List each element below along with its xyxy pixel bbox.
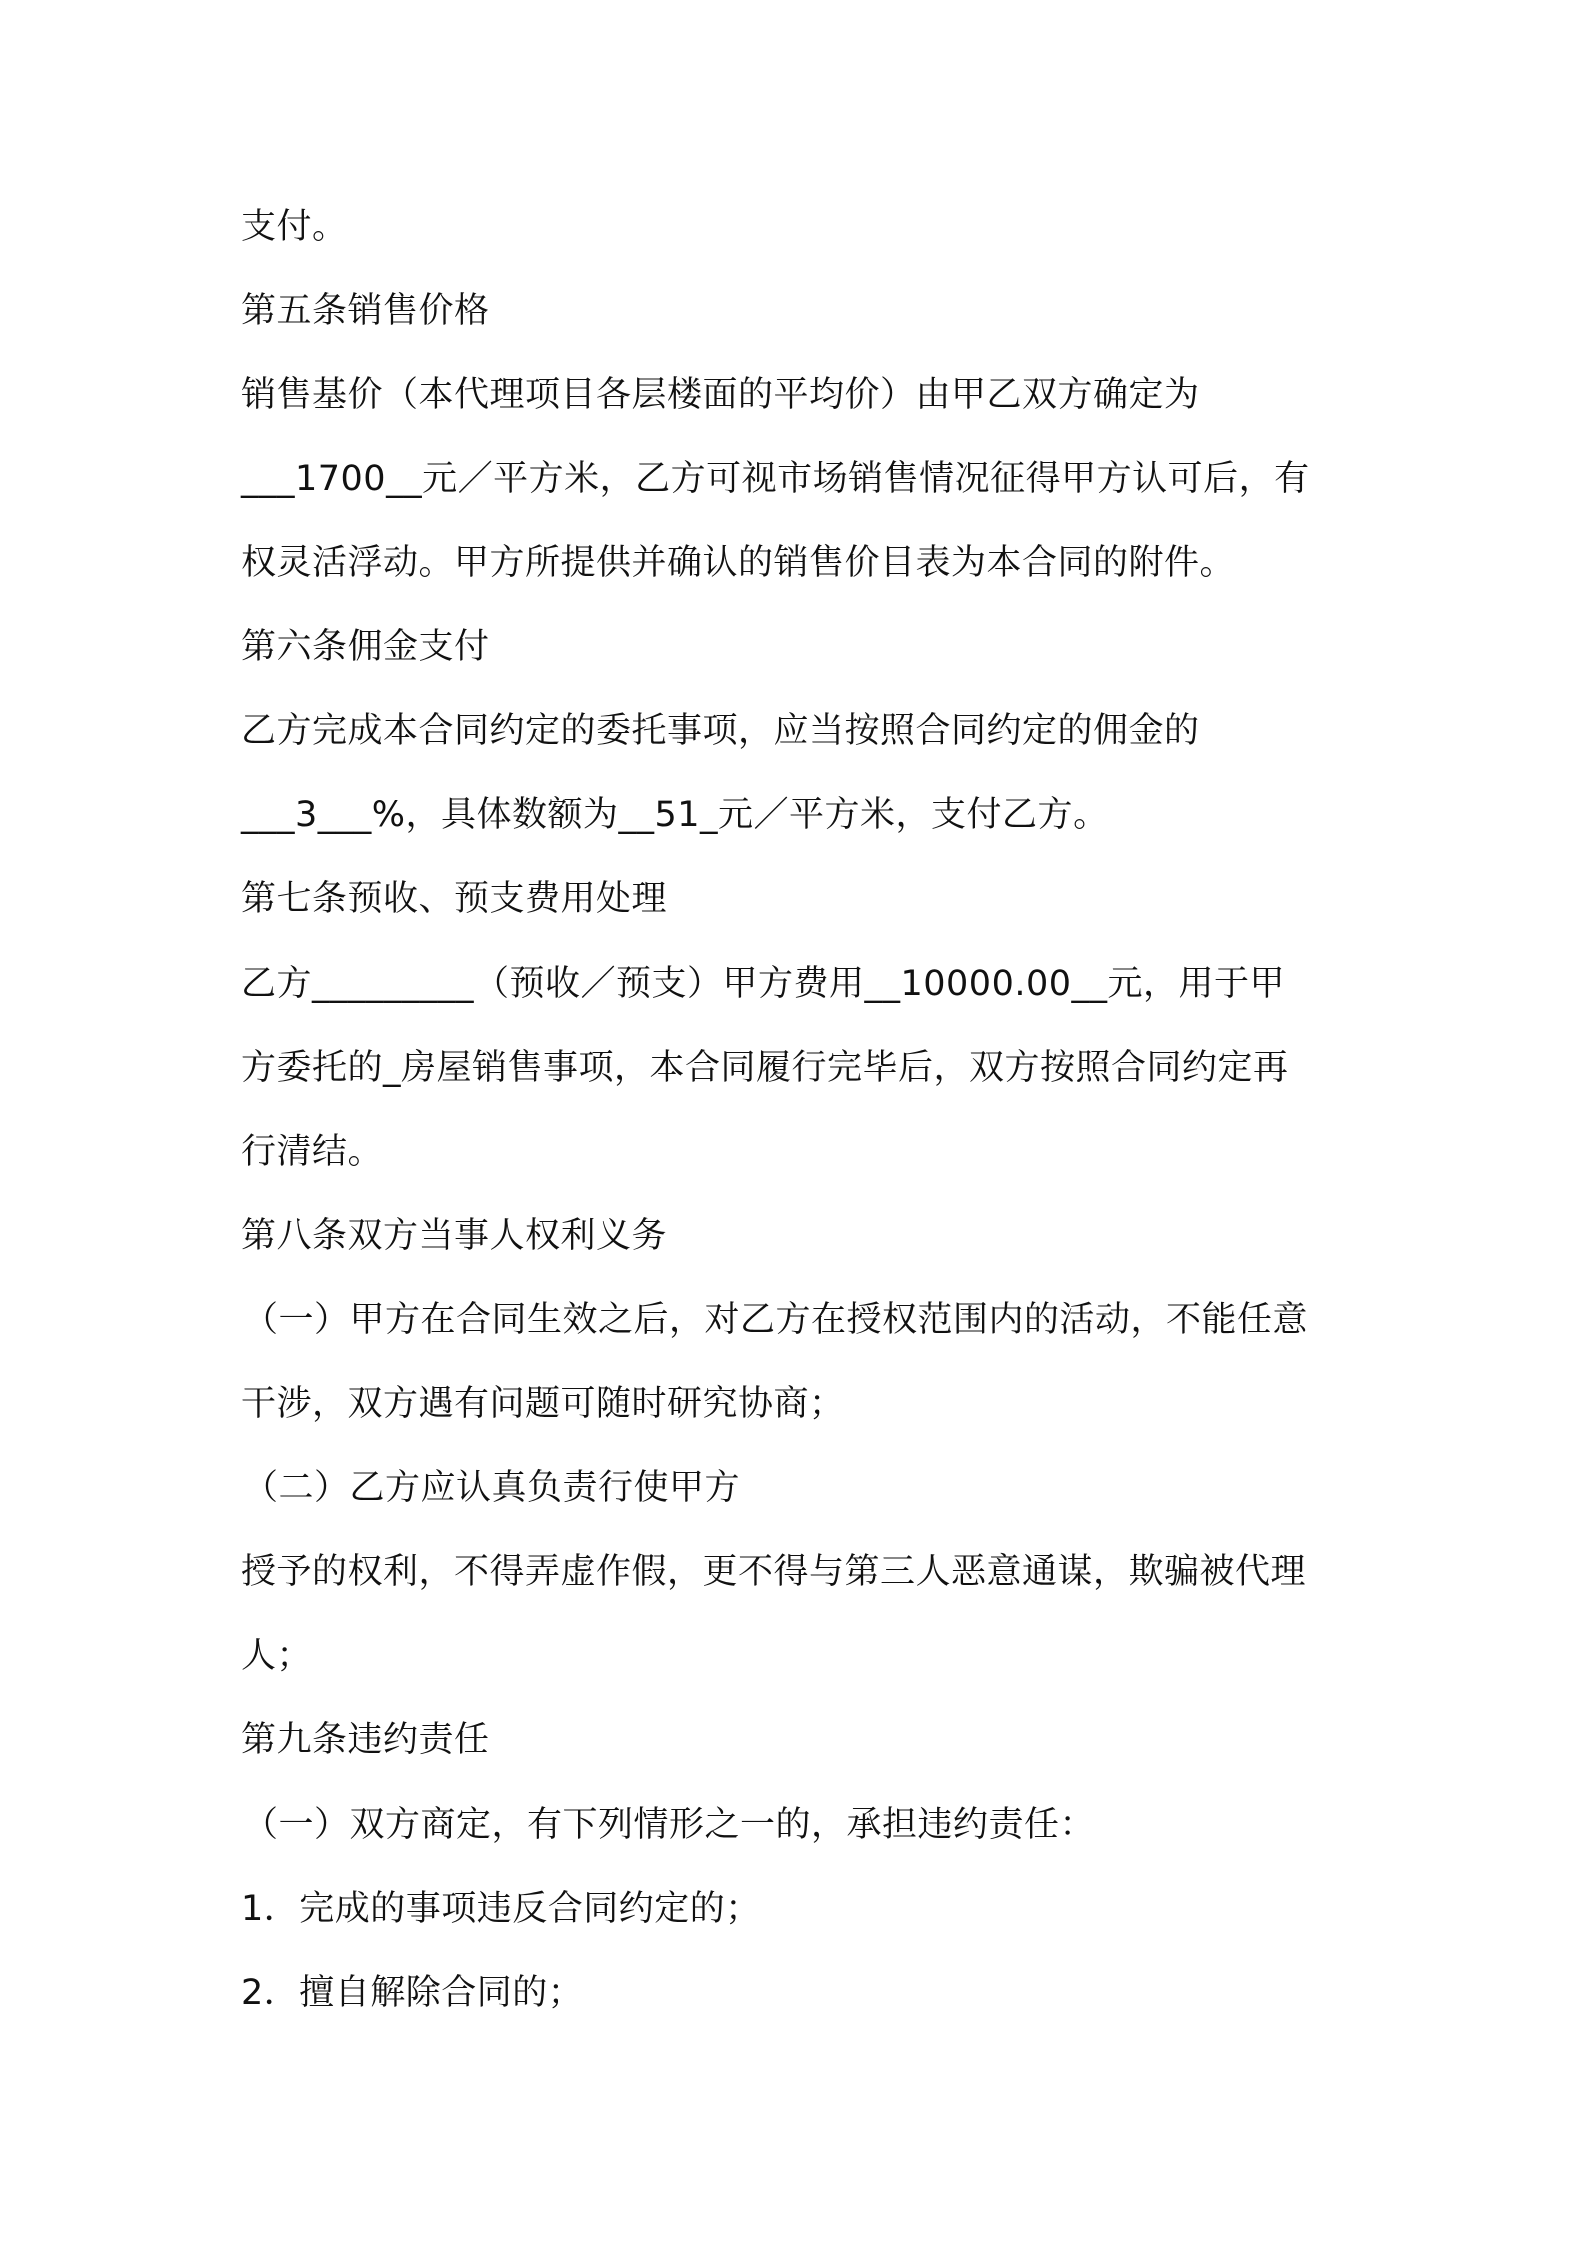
- text-line-price-value: ___1700__元／平方米，乙方可视市场销售情况征得甲方认可后，有: [241, 459, 1310, 499]
- text-line-right-2-cont: 授予的权利，不得弄虚作假，更不得与第三人恶意通谋，欺骗被代理: [241, 1552, 1307, 1592]
- heading-article-5: 第五条销售价格: [241, 291, 490, 331]
- text-line-price-float: 权灵活浮动。甲方所提供并确认的销售价目表为本合同的附件。: [241, 543, 1236, 583]
- text-line-commission: 乙方完成本合同约定的委托事项，应当按照合同约定的佣金的: [241, 711, 1200, 751]
- text-line-fee: 乙方_________（预收／预支）甲方费用__10000.00__元，用于甲: [241, 964, 1286, 1004]
- text-line-commission-value: ___3___%，具体数额为__51_元／平方米，支付乙方。: [241, 795, 1109, 835]
- text-line-right-2-end: 人；: [241, 1636, 313, 1676]
- text-line-fee-purpose: 方委托的_房屋销售事项，本合同履行完毕后，双方按照合同约定再: [241, 1048, 1289, 1088]
- heading-article-6: 第六条佣金支付: [241, 627, 490, 667]
- heading-article-7: 第七条预收、预支费用处理: [241, 879, 668, 919]
- text-line-right-2: （二）乙方应认真负责行使甲方: [243, 1468, 741, 1508]
- list-item-2: 2．擅自解除合同的；: [241, 1973, 584, 2013]
- text-line-payment-end: 支付。: [241, 207, 348, 247]
- text-line-base-price: 销售基价（本代理项目各层楼面的平均价）由甲乙双方确定为: [241, 375, 1200, 415]
- text-line-liability-intro: （一）双方商定，有下列情形之一的，承担违约责任：: [243, 1805, 1096, 1845]
- list-item-1: 1．完成的事项违反合同约定的；: [241, 1889, 761, 1929]
- text-line-right-1-cont: 干涉，双方遇有问题可随时研究协商；: [241, 1384, 845, 1424]
- text-line-settlement: 行清结。: [241, 1132, 384, 1172]
- heading-article-8: 第八条双方当事人权利义务: [241, 1216, 668, 1256]
- heading-article-9: 第九条违约责任: [241, 1720, 490, 1760]
- text-line-right-1: （一）甲方在合同生效之后，对乙方在授权范围内的活动，不能任意: [243, 1300, 1309, 1340]
